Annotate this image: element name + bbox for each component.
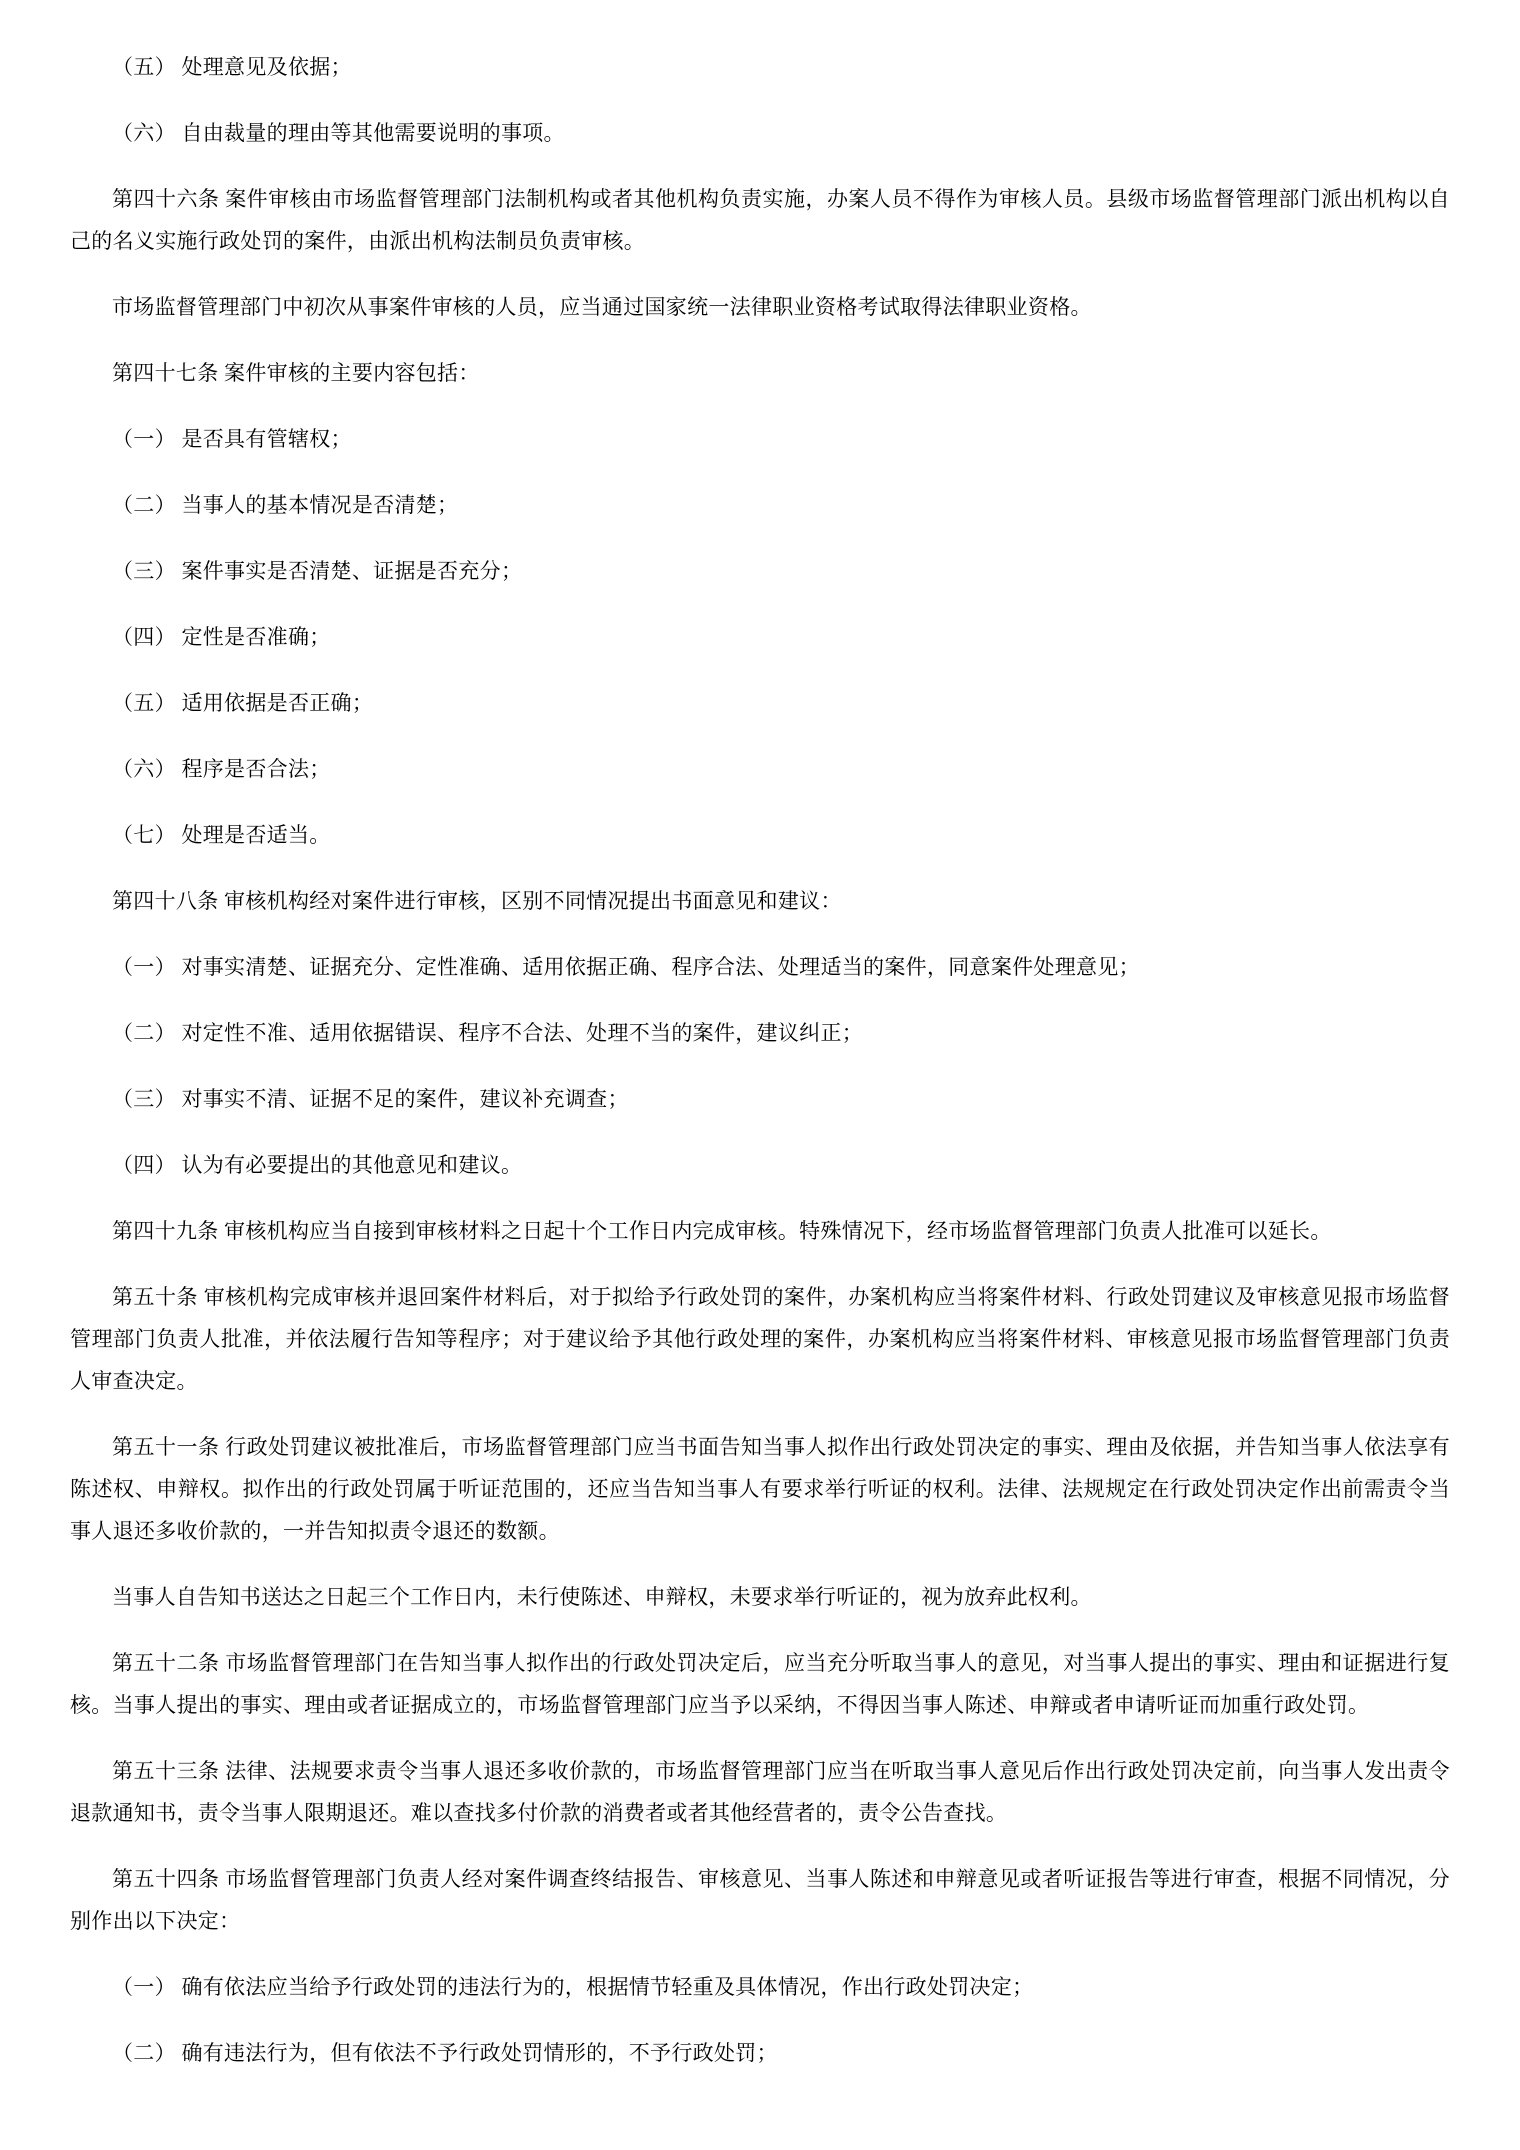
- paragraph-item: （四） 定性是否准确；: [112, 625, 331, 649]
- paragraph-item: （二） 当事人的基本情况是否清楚；: [112, 493, 459, 517]
- paragraph-item: （二） 确有违法行为，但有依法不予行政处罚情形的，不予行政处罚；: [112, 2041, 778, 2065]
- paragraph-clause: 第五十一条 行政处罚建议被批准后，市场监督管理部门应当书面告知当事人拟作出行政处罚决定的事实、理由及依据，并告知当事人依法享有陈述权、申辩权。拟作出的行政处罚属于听证范围的，还应当告知当事人有要求举行听证的权利。法律、法规规定在行政处罚决定作出前需责令当事人退还多收价款的，一并告知拟责令退还的数额。: [70, 1435, 1450, 1543]
- paragraph-clause: 第五十四条 市场监督管理部门负责人经对案件调查终结报告、审核意见、当事人陈述和申辩意见或者听证报告等进行审查，根据不同情况，分别作出以下决定：: [70, 1867, 1450, 1933]
- paragraph-item: （一） 对事实清楚、证据充分、定性准确、适用依据正确、程序合法、处理适当的案件，同意案件处理意见；: [112, 955, 1140, 979]
- paragraph-item: （六） 程序是否合法；: [112, 757, 331, 781]
- document-content: [70, 46, 1450, 2074]
- paragraph-body: 市场监督管理部门中初次从事案件审核的人员，应当通过国家统一法律职业资格考试取得法律职业资格。: [112, 295, 1092, 319]
- paragraph-item: （五） 处理意见及依据；: [112, 55, 352, 79]
- paragraph-item: （三） 对事实不清、证据不足的案件，建议补充调查；: [112, 1087, 629, 1111]
- paragraph-item: （六） 自由裁量的理由等其他需要说明的事项。: [112, 121, 565, 145]
- paragraph-item: （一） 是否具有管辖权；: [112, 427, 352, 451]
- paragraph-item: （四） 认为有必要提出的其他意见和建议。: [112, 1153, 523, 1177]
- paragraph-clause: 第五十二条 市场监督管理部门在告知当事人拟作出的行政处罚决定后，应当充分听取当事人的意见，对当事人提出的事实、理由和证据进行复核。当事人提出的事实、理由或者证据成立的，市场监督管理部门应当予以采纳，不得因当事人陈述、申辩或者申请听证而加重行政处罚。: [70, 1651, 1450, 1717]
- paragraph-item: （三） 案件事实是否清楚、证据是否充分；: [112, 559, 523, 583]
- paragraph-clause: 第四十六条 案件审核由市场监督管理部门法制机构或者其他机构负责实施，办案人员不得作为审核人员。县级市场监督管理部门派出机构以自己的名义实施行政处罚的案件，由派出机构法制员负责审核。: [70, 187, 1450, 253]
- paragraph-body: 当事人自告知书送达之日起三个工作日内，未行使陈述、申辩权，未要求举行听证的，视为放弃此权利。: [112, 1585, 1092, 1609]
- paragraph-item: （一） 确有依法应当给予行政处罚的违法行为的，根据情节轻重及具体情况，作出行政处罚决定；: [112, 1975, 1034, 1999]
- paragraph-clause: 第四十九条 审核机构应当自接到审核材料之日起十个工作日内完成审核。特殊情况下，经市场监督管理部门负责人批准可以延长。: [112, 1219, 1332, 1243]
- paragraph-clause: 第四十七条 案件审核的主要内容包括：: [112, 361, 480, 385]
- paragraph-clause: 第四十八条 审核机构经对案件进行审核，区别不同情况提出书面意见和建议：: [112, 889, 842, 913]
- paragraph-item: （二） 对定性不准、适用依据错误、程序不合法、处理不当的案件，建议纠正；: [112, 1021, 864, 1045]
- paragraph-clause: 第五十三条 法律、法规要求责令当事人退还多收价款的，市场监督管理部门应当在听取当事人意见后作出行政处罚决定前，向当事人发出责令退款通知书，责令当事人限期退还。难以查找多付价款的消费者或者其他经营者的，责令公告查找。: [70, 1759, 1450, 1825]
- paragraph-clause: 第五十条 审核机构完成审核并退回案件材料后，对于拟给予行政处罚的案件，办案机构应当将案件材料、行政处罚建议及审核意见报市场监督管理部门负责人批准，并依法履行告知等程序；对于建议给予其他行政处理的案件，办案机构应当将案件材料、审核意见报市场监督管理部门负责人审查决定。: [70, 1285, 1450, 1393]
- paragraph-item: （五） 适用依据是否正确；: [112, 691, 374, 715]
- paragraph-item: （七） 处理是否适当。: [112, 823, 331, 847]
